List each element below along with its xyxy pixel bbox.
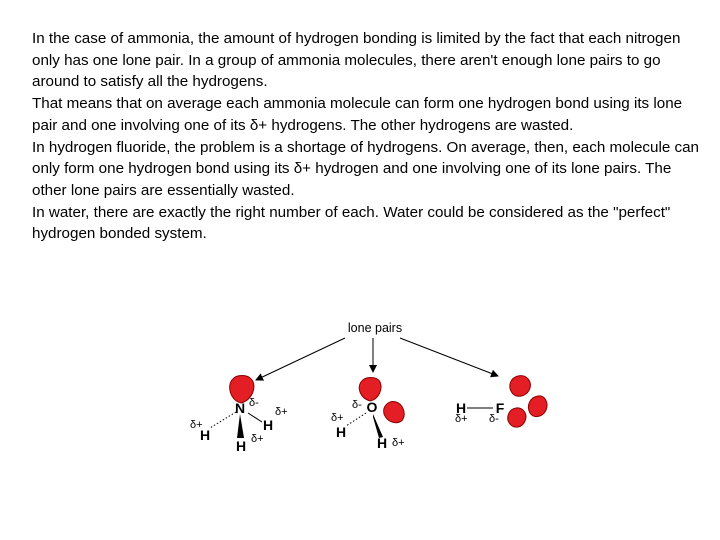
fluorine-delta-minus: δ-	[489, 413, 499, 425]
oxygen-atom: O	[366, 399, 378, 415]
ammonia-left-hydrogen-delta: δ+	[190, 419, 203, 431]
water-molecule	[331, 378, 405, 452]
ammonia-bottom-hydrogen-delta: δ+	[251, 433, 264, 445]
water-left-hydrogen-delta: δ+	[331, 412, 344, 424]
nitrogen-atom: N	[234, 400, 246, 416]
water-lone-pair-right	[384, 402, 405, 423]
water-bottom-hydrogen: H	[376, 435, 388, 451]
paragraph-hydrogen-fluoride: In hydrogen fluoride, the problem is a shortage of hydrogens. On average, then, each molecule can only form one hydrogen bond using its δ+ hydrogen and one involving one of its lone pairs. The other lone pairs are essentially wasted.	[32, 138, 699, 199]
hf-hydrogen: H	[455, 400, 467, 416]
nitrogen-delta-minus: δ-	[249, 397, 259, 409]
oxygen-delta-minus: δ-	[352, 399, 362, 411]
ammonia-molecule	[190, 376, 288, 455]
water-bond-left-h	[346, 413, 366, 426]
water-lone-pair-top	[359, 378, 381, 402]
ammonia-right-hydrogen: H	[262, 417, 274, 433]
ammonia-bottom-hydrogen: H	[235, 438, 247, 454]
ammonia-bond-left-h	[210, 412, 236, 428]
ammonia-right-hydrogen-delta: δ+	[275, 406, 288, 418]
hydrogen-fluoride-molecule	[455, 376, 547, 427]
ammonia-wedge-bond	[237, 414, 244, 438]
arrow-to-ammonia	[256, 338, 345, 380]
fluorine-lone-pair-right	[528, 396, 547, 417]
paragraph-ammonia-average: That means that on average each ammonia molecule can form one hydrogen bond using its lone pair and one involving one of its δ+ hydrogens. The other hydrogens are wasted.	[32, 95, 683, 134]
fluorine-lone-pair-bottom	[508, 408, 526, 427]
hf-hydrogen-delta: δ+	[455, 413, 468, 425]
ammonia-bond-right-h	[248, 413, 262, 422]
paragraph-water: In water, there are exactly the right number of each. Water could be considered as the "perfect" hydrogen bonded system.	[32, 203, 671, 243]
arrow-to-hydrogen-fluoride	[400, 338, 498, 376]
water-left-hydrogen: H	[335, 424, 347, 440]
ammonia-left-hydrogen: H	[199, 427, 211, 443]
water-bottom-hydrogen-delta: δ+	[392, 437, 405, 449]
fluorine-lone-pair-top	[510, 376, 531, 397]
paragraph-ammonia-limit: In the case of ammonia, the amount of hydrogen bonding is limited by the fact that each nitrogen only has one lone pair. In a group of ammonia molecules, there aren't enough lone pairs to go around to satisfy all the hydrogens.	[32, 30, 681, 91]
lone-pairs-title: lone pairs	[347, 321, 403, 335]
fluorine-atom: F	[495, 400, 505, 416]
